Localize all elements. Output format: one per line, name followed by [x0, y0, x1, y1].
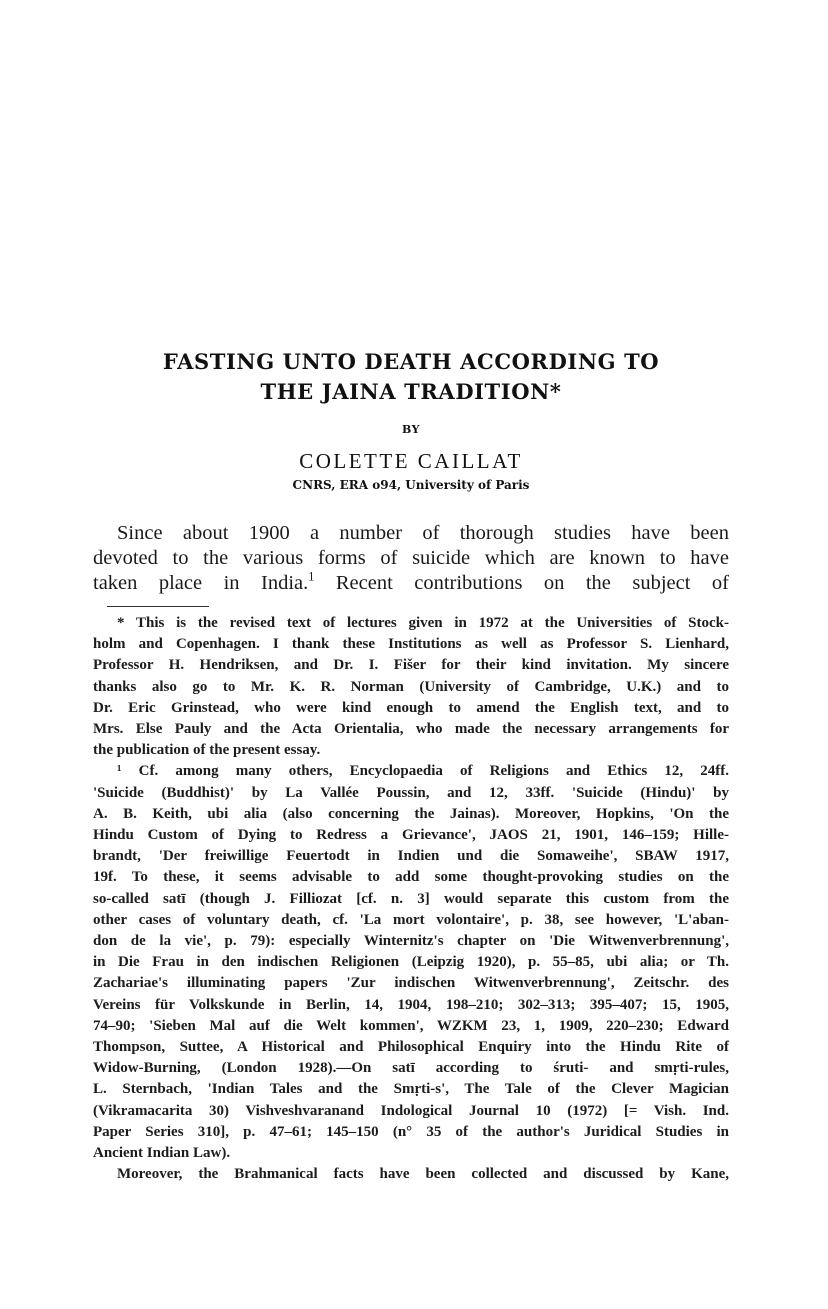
- body-line: devoted to the various forms of suicide which are known to have: [93, 547, 729, 569]
- footnote-line: thanks also go to Mr. K. R. Norman (University of Cambridge, U.K.) and to: [93, 678, 729, 695]
- author-affiliation: CNRS, ERA o94, University of Paris: [292, 478, 530, 492]
- footnote-1: [93, 761, 729, 1185]
- footnote-line: brandt, 'Der freiwillige Feuertodt in Indien und die Somaweihe', SBAW 1917,: [93, 848, 729, 865]
- footnote-line: L. Sternbach, 'Indian Tales and the Smṛti-s', The Tale of the Clever Magician: [93, 1081, 729, 1098]
- footnote-line: holm and Copenhagen. I thank these Institutions as well as Professor S. Lienhard,: [93, 636, 729, 653]
- author-name: COLETTE CAILLAT: [299, 449, 523, 473]
- footnote-line: Moreover, the Brahmanical facts have been collected and discussed by Kane,: [117, 1166, 729, 1183]
- title-line-2: THE JAINA TRADITION*: [260, 379, 562, 404]
- footnotes: [93, 613, 729, 1185]
- footnote-line: Thompson, Suttee, A Historical and Philosophical Enquiry into the Hindu Rite of: [93, 1039, 729, 1056]
- footnote-line: so-called satī (though J. Filliozat [cf. n. 3] would separate this custom from the: [93, 890, 729, 907]
- footnote-line: * This is the revised text of lectures given in 1972 at the Universities of Stock-: [117, 615, 729, 631]
- body-line: Since about 1900 a number of thorough studies have been: [117, 522, 729, 544]
- footnote-ref: 1: [308, 569, 315, 584]
- footnote-line: Widow-Burning, (London 1928).—On satī according to śruti- and smṛti-rules,: [93, 1060, 729, 1077]
- footnote-line: other cases of voluntary death, cf. 'La mort volontaire', p. 38, see however, 'L'aban-: [93, 911, 729, 928]
- footnote-line: Dr. Eric Grinstead, who were kind enough to amend the English text, and to: [93, 699, 729, 716]
- footnote-line: (Vikramacarita 30) Vishveshvaranand Indological Journal 10 (1972) [= Vish. Ind.: [93, 1102, 729, 1119]
- body-paragraph: [93, 521, 729, 596]
- footnote-line: Ancient Indian Law).: [93, 1145, 231, 1162]
- footnote-line: 'Suicide (Buddhist)' by La Vallée Poussin, and 12, 33ff. 'Suicide (Hindu)' by: [93, 784, 729, 801]
- footnote-line: Professor H. Hendriksen, and Dr. I. Fišer for their kind invitation. My sincere: [93, 657, 729, 674]
- title-line-1: FASTING UNTO DEATH ACCORDING TO: [162, 349, 660, 374]
- article-title: [93, 347, 729, 407]
- footnote-star: [93, 613, 729, 761]
- footnote-line: Mrs. Else Pauly and the Acta Orientalia, who made the necessary arrangements for: [93, 721, 729, 738]
- footnote-line: A. B. Keith, ubi alia (also concerning the Jainas). Moreover, Hopkins, 'On the: [93, 805, 729, 822]
- footnote-line: the publication of the present essay.: [93, 742, 321, 759]
- body-line: taken place in India.$^1$ Recent contributions on the subject of: [93, 569, 729, 594]
- footnote-line: Paper Series 310], p. 47–61; 145–150 (n° 35 of the author's Juridical Studies in: [93, 1123, 729, 1140]
- footnote-line: Zachariae's illuminating papers 'Zur indischen Witwenverbrennung', Zeitschr. des: [93, 975, 729, 992]
- footnote-line: Vereins für Volkskunde in Berlin, 14, 1904, 198–210; 302–313; 395–407; 15, 1905,: [93, 996, 729, 1013]
- footnote-line: don de la vie', p. 79): especially Winternitz's chapter on 'Die Witwenverbrennung',: [93, 933, 729, 950]
- footnote-line: in Die Frau in den indischen Religionen (Leipzig 1920), p. 55–85, ubi alia; or Th.: [93, 954, 729, 971]
- footnote-line: ¹ Cf. among many others, Encyclopaedia of Religions and Ethics 12, 24ff.: [117, 763, 729, 780]
- footnote-line: Hindu Custom of Dying to Redress a Grievance', JAOS 21, 1901, 146–159; Hille-: [93, 827, 729, 844]
- footnote-separator: [107, 606, 209, 607]
- footnote-line: 19f. To these, it seems advisable to add some thought-provoking studies on the: [93, 869, 729, 886]
- footnote-line: 74–90; 'Sieben Mal auf die Welt kommen', WZKM 23, 1, 1909, 220–230; Edward: [93, 1017, 729, 1034]
- byline: BY: [402, 423, 420, 436]
